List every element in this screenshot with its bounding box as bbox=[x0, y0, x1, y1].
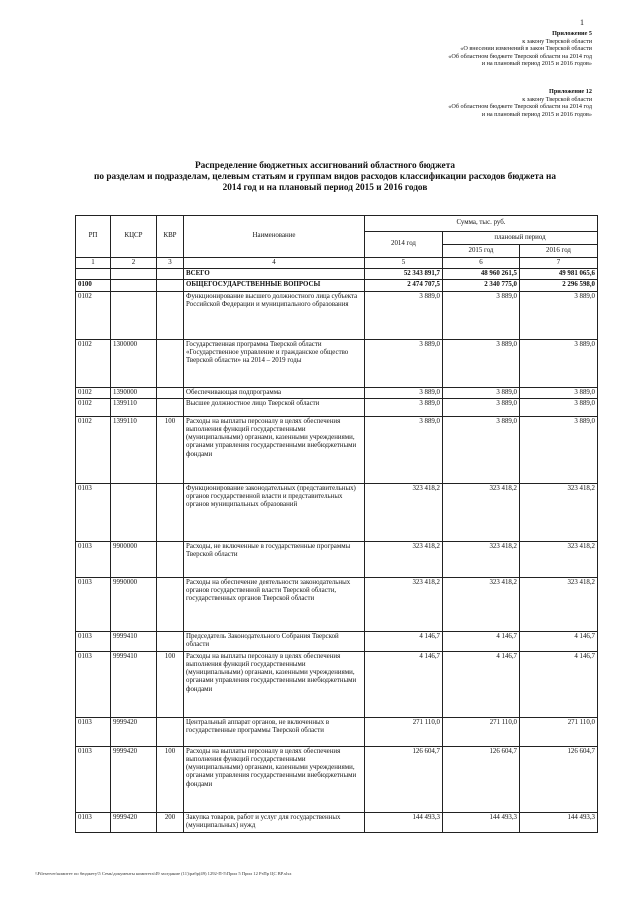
cell-name: Расходы на выплаты персоналу в целях обеспечения выполнения функций государственными (муниципальными) органами, казенными учреждениями, органами управления государственными внебюджетными фондами bbox=[184, 651, 365, 717]
cell-2016: 2 296 598,0 bbox=[520, 280, 598, 291]
cell-rp: 0100 bbox=[76, 280, 111, 291]
cell-2014: 3 889,0 bbox=[365, 387, 443, 398]
document-title bbox=[60, 161, 590, 194]
cell-2016: 144 493,3 bbox=[520, 812, 598, 832]
cell-2014: 323 418,2 bbox=[365, 577, 443, 631]
header-num: 4 bbox=[184, 258, 365, 269]
cell-kvr bbox=[157, 398, 184, 416]
header-kvr: КВР bbox=[157, 216, 184, 258]
cell-kcsr bbox=[111, 280, 157, 291]
cell-kvr bbox=[157, 541, 184, 577]
cell-kvr bbox=[157, 577, 184, 631]
header-2014: 2014 год bbox=[365, 232, 443, 258]
cell-2014: 3 889,0 bbox=[365, 291, 443, 339]
header-kcsr: КЦСР bbox=[111, 216, 157, 258]
cell-2015: 3 889,0 bbox=[443, 387, 520, 398]
cell-kvr bbox=[157, 387, 184, 398]
cell-rp: 0103 bbox=[76, 812, 111, 832]
cell-rp: 0103 bbox=[76, 541, 111, 577]
table-row bbox=[76, 541, 598, 577]
cell-2014: 4 146,7 bbox=[365, 651, 443, 717]
title-line: 2014 год и на плановый период 2015 и 2016 годов bbox=[222, 183, 428, 193]
cell-kcsr: 9999410 bbox=[111, 651, 157, 717]
cell-rp: 0102 bbox=[76, 398, 111, 416]
cell-rp bbox=[76, 269, 111, 280]
appendix-12-title: Приложение 12 bbox=[549, 88, 592, 95]
cell-kcsr: 1300000 bbox=[111, 339, 157, 387]
table-row bbox=[76, 291, 598, 339]
cell-name: Расходы на выплаты персоналу в целях обеспечения выполнения функций государственными (муниципальными) органами, казенными учреждениями, органами управления государственными внебюджетными фондами bbox=[184, 416, 365, 483]
cell-kvr bbox=[157, 717, 184, 746]
cell-rp: 0103 bbox=[76, 746, 111, 812]
cell-2014: 52 343 891,7 bbox=[365, 269, 443, 280]
table-row bbox=[76, 483, 598, 541]
cell-name: Расходы на выплаты персоналу в целях обеспечения выполнения функций государственными (муниципальными) органами, казенными учреждениями, органами управления государственными внебюджетными фондами bbox=[184, 746, 365, 812]
cell-2015: 144 493,3 bbox=[443, 812, 520, 832]
cell-kcsr bbox=[111, 483, 157, 541]
table-row bbox=[76, 812, 598, 832]
cell-kvr bbox=[157, 269, 184, 280]
cell-kcsr: 1399110 bbox=[111, 398, 157, 416]
cell-kvr: 100 bbox=[157, 416, 184, 483]
cell-2014: 4 146,7 bbox=[365, 631, 443, 651]
cell-name: Функционирование законодательных (представительных) органов государственной власти и представительных органов муниципальных образований bbox=[184, 483, 365, 541]
header-num: 3 bbox=[157, 258, 184, 269]
table-row bbox=[76, 280, 598, 291]
cell-kcsr: 9999410 bbox=[111, 631, 157, 651]
cell-kcsr bbox=[111, 291, 157, 339]
cell-2016: 323 418,2 bbox=[520, 577, 598, 631]
header-num: 2 bbox=[111, 258, 157, 269]
cell-name: Обеспечивающая подпрограмма bbox=[184, 387, 365, 398]
table-header bbox=[76, 216, 598, 269]
header-sum: Сумма, тыс. руб. bbox=[365, 216, 598, 232]
cell-kvr bbox=[157, 339, 184, 387]
header-num: 7 bbox=[520, 258, 598, 269]
cell-rp: 0102 bbox=[76, 416, 111, 483]
cell-kvr bbox=[157, 483, 184, 541]
header-name: Наименование bbox=[184, 216, 365, 258]
cell-kvr: 200 bbox=[157, 812, 184, 832]
cell-2014: 3 889,0 bbox=[365, 339, 443, 387]
cell-rp: 0102 bbox=[76, 339, 111, 387]
header-2016: 2016 год bbox=[520, 245, 598, 258]
cell-2016: 323 418,2 bbox=[520, 483, 598, 541]
header-num: 5 bbox=[365, 258, 443, 269]
cell-2014: 144 493,3 bbox=[365, 812, 443, 832]
cell-kcsr: 9999420 bbox=[111, 746, 157, 812]
cell-2015: 126 604,7 bbox=[443, 746, 520, 812]
cell-2015: 4 146,7 bbox=[443, 631, 520, 651]
table-row bbox=[76, 631, 598, 651]
table-body bbox=[76, 269, 598, 833]
cell-2015: 3 889,0 bbox=[443, 398, 520, 416]
cell-2016: 323 418,2 bbox=[520, 541, 598, 577]
cell-name: Высшее должностное лицо Тверской области bbox=[184, 398, 365, 416]
header-num: 1 bbox=[76, 258, 111, 269]
appendix-5-block bbox=[448, 30, 592, 68]
appendix-5-line: и на плановый период 2015 и 2016 годов» bbox=[481, 60, 592, 68]
appendix-5-line: «Об областном бюджете Тверской области на 2014 год bbox=[448, 52, 592, 60]
cell-2015: 2 340 775,0 bbox=[443, 280, 520, 291]
cell-name: ВСЕГО bbox=[184, 269, 365, 280]
cell-name: Закупка товаров, работ и услуг для государственных (муниципальных) нужд bbox=[184, 812, 365, 832]
cell-2015: 323 418,2 bbox=[443, 483, 520, 541]
cell-2015: 323 418,2 bbox=[443, 577, 520, 631]
cell-2014: 271 110,0 bbox=[365, 717, 443, 746]
cell-kcsr: 1390000 bbox=[111, 387, 157, 398]
cell-kvr bbox=[157, 291, 184, 339]
cell-kcsr: 1399110 bbox=[111, 416, 157, 483]
title-line: Распределение бюджетных ассигнований областного бюджета bbox=[194, 161, 456, 171]
cell-rp: 0102 bbox=[76, 291, 111, 339]
cell-name: Функционирование высшего должностного лица субъекта Российской Федерации и муниципального образования bbox=[184, 291, 365, 339]
cell-2016: 3 889,0 bbox=[520, 291, 598, 339]
header-rp: РП bbox=[76, 216, 111, 258]
cell-2015: 3 889,0 bbox=[443, 416, 520, 483]
header-plan: плановый период bbox=[443, 232, 598, 245]
cell-name: Центральный аппарат органов, не включенных в государственные программы Тверской области bbox=[184, 717, 365, 746]
cell-2014: 126 604,7 bbox=[365, 746, 443, 812]
cell-name: ОБЩЕГОСУДАРСТВЕННЫЕ ВОПРОСЫ bbox=[184, 280, 365, 291]
cell-rp: 0103 bbox=[76, 717, 111, 746]
cell-2016: 3 889,0 bbox=[520, 339, 598, 387]
appendix-5-title: Приложение 5 bbox=[552, 30, 592, 37]
cell-2016: 3 889,0 bbox=[520, 398, 598, 416]
cell-2016: 3 889,0 bbox=[520, 387, 598, 398]
cell-2014: 323 418,2 bbox=[365, 541, 443, 577]
appendix-12-line: «Об областном бюджете Тверской области на 2014 год bbox=[448, 103, 592, 111]
cell-2015: 48 960 261,5 bbox=[443, 269, 520, 280]
cell-kvr: 100 bbox=[157, 746, 184, 812]
cell-2014: 3 889,0 bbox=[365, 416, 443, 483]
cell-kvr: 100 bbox=[157, 651, 184, 717]
table-row bbox=[76, 717, 598, 746]
budget-table bbox=[75, 215, 598, 833]
table-row bbox=[76, 577, 598, 631]
cell-name: Расходы на обеспечение деятельности законодательных органов государственной власти Тверской области, государственных органов Тверской области bbox=[184, 577, 365, 631]
table-row bbox=[76, 387, 598, 398]
appendix-12-line: к закону Тверской области bbox=[522, 95, 592, 103]
file-path-footer: \\Fileserver\комитет по бюджету\5 Семь\документы комитета\49 заседание (11)\рабр(49) 1292-П-5\Прил 5 Прил 12 РзПр ЦС ВР.xlsx bbox=[35, 871, 292, 876]
page-number: 1 bbox=[580, 18, 584, 27]
cell-kvr bbox=[157, 631, 184, 651]
header-num: 6 bbox=[443, 258, 520, 269]
cell-2016: 49 981 065,6 bbox=[520, 269, 598, 280]
table-row bbox=[76, 269, 598, 280]
appendix-5-line: к закону Тверской области bbox=[522, 37, 592, 45]
cell-2016: 271 110,0 bbox=[520, 717, 598, 746]
cell-2015: 3 889,0 bbox=[443, 291, 520, 339]
cell-2016: 4 146,7 bbox=[520, 631, 598, 651]
table-row bbox=[76, 746, 598, 812]
cell-kvr bbox=[157, 280, 184, 291]
cell-kcsr: 9990000 bbox=[111, 577, 157, 631]
header-2015: 2015 год bbox=[443, 245, 520, 258]
table-row bbox=[76, 398, 598, 416]
cell-kcsr: 9999420 bbox=[111, 717, 157, 746]
cell-name: Председатель Законодательного Собрания Тверской области bbox=[184, 631, 365, 651]
title-line: по разделам и подразделам, целевым статьям и группам видов расходов классификации расходов бюджета на bbox=[94, 172, 556, 182]
cell-2015: 323 418,2 bbox=[443, 541, 520, 577]
cell-2014: 3 889,0 bbox=[365, 398, 443, 416]
cell-kcsr: 9900000 bbox=[111, 541, 157, 577]
cell-2014: 323 418,2 bbox=[365, 483, 443, 541]
cell-name: Расходы, не включенные в государственные программы Тверской области bbox=[184, 541, 365, 577]
cell-2014: 2 474 707,5 bbox=[365, 280, 443, 291]
cell-rp: 0103 bbox=[76, 631, 111, 651]
cell-name: Государственная программа Тверской области «Государственное управление и гражданское общество Тверской области» на 2014 – 2019 годы bbox=[184, 339, 365, 387]
cell-kcsr: 9999420 bbox=[111, 812, 157, 832]
cell-2015: 3 889,0 bbox=[443, 339, 520, 387]
cell-2016: 126 604,7 bbox=[520, 746, 598, 812]
cell-2016: 4 146,7 bbox=[520, 651, 598, 717]
appendix-5-line: «О внесении изменений в закон Тверской области bbox=[460, 45, 592, 53]
cell-2016: 3 889,0 bbox=[520, 416, 598, 483]
cell-kcsr bbox=[111, 269, 157, 280]
table-row bbox=[76, 651, 598, 717]
cell-2015: 4 146,7 bbox=[443, 651, 520, 717]
appendix-12-line: и на плановый период 2015 и 2016 годов» bbox=[481, 110, 592, 118]
table-row bbox=[76, 416, 598, 483]
cell-rp: 0103 bbox=[76, 577, 111, 631]
cell-2015: 271 110,0 bbox=[443, 717, 520, 746]
cell-rp: 0103 bbox=[76, 483, 111, 541]
cell-rp: 0102 bbox=[76, 387, 111, 398]
appendix-12-block bbox=[448, 88, 592, 118]
table-row bbox=[76, 339, 598, 387]
cell-rp: 0103 bbox=[76, 651, 111, 717]
